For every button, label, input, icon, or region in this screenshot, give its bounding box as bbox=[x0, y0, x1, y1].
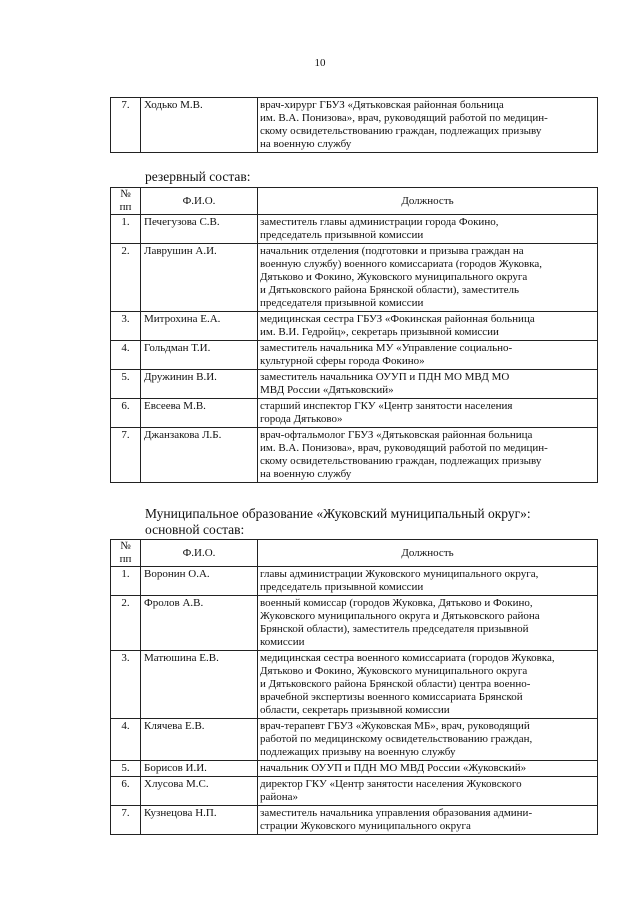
position-cell bbox=[258, 596, 598, 651]
position-line: им. В.А. Понизова», врач, руководящий работой по медицин- bbox=[260, 112, 548, 124]
header-fio: Ф.И.О. bbox=[141, 188, 258, 215]
row-number: 5. bbox=[111, 761, 141, 777]
position-line: им. В.И. Гедройц», секретарь призывной комиссии bbox=[260, 326, 499, 338]
person-name: Хлусова М.С. bbox=[141, 777, 258, 806]
header-num: № пп bbox=[111, 188, 141, 215]
position-line: города Дятьково» bbox=[260, 413, 343, 425]
row-number: 7. bbox=[111, 806, 141, 835]
position-line: председателя призывной комиссии bbox=[260, 297, 424, 309]
table-row bbox=[111, 98, 598, 153]
position-cell bbox=[258, 428, 598, 483]
position-line: начальник ОУУП и ПДН МО МВД России «Жуковский» bbox=[260, 762, 527, 774]
table-row bbox=[111, 596, 598, 651]
header-position: Должность bbox=[258, 188, 598, 215]
position-cell bbox=[258, 806, 598, 835]
person-name: Фролов А.В. bbox=[141, 596, 258, 651]
position-line: им. В.А. Понизова», врач, руководящий работой по медицин- bbox=[260, 442, 548, 454]
row-number: 1. bbox=[111, 567, 141, 596]
page-number: 10 bbox=[314, 57, 326, 69]
person-name: Ходько М.В. bbox=[141, 98, 258, 153]
row-number: 2. bbox=[111, 244, 141, 312]
table-row bbox=[111, 761, 598, 777]
position-line: Брянской области), заместитель председателя призывной bbox=[260, 623, 529, 635]
position-line: врачебной экспертизы военного комиссариата Брянской bbox=[260, 691, 523, 703]
person-name: Джанзакова Л.Б. bbox=[141, 428, 258, 483]
position-line: и Дятьковского района Брянской области) центра военно- bbox=[260, 678, 531, 690]
table-row bbox=[111, 215, 598, 244]
person-name: Евсеева М.В. bbox=[141, 399, 258, 428]
row-number: 1. bbox=[111, 215, 141, 244]
table-row bbox=[111, 370, 598, 399]
table-row bbox=[111, 651, 598, 719]
position-line: Жуковского муниципального округа и Дятьковского района bbox=[260, 610, 540, 622]
person-name: Клячева Е.В. bbox=[141, 719, 258, 761]
position-line: начальник отделения (подготовки и призыва граждан на bbox=[260, 245, 524, 257]
position-line: скому освидетельствованию граждан, подлежащих призыву bbox=[260, 125, 542, 137]
person-name: Кузнецова Н.П. bbox=[141, 806, 258, 835]
position-cell bbox=[258, 567, 598, 596]
position-cell bbox=[258, 761, 598, 777]
table-row bbox=[111, 719, 598, 761]
position-line: МВД России «Дятьковский» bbox=[260, 384, 394, 396]
person-name: Печегузова С.В. bbox=[141, 215, 258, 244]
position-line: врач-офтальмолог ГБУЗ «Дятьковская районная больница bbox=[260, 429, 533, 441]
table-row bbox=[111, 312, 598, 341]
position-cell bbox=[258, 244, 598, 312]
position-line: Дятьково и Фокино, Жуковского муниципального округа bbox=[260, 665, 528, 677]
position-line: врач-хирург ГБУЗ «Дятьковская районная больница bbox=[260, 99, 504, 111]
row-number: 6. bbox=[111, 399, 141, 428]
table-row bbox=[111, 341, 598, 370]
position-cell bbox=[258, 651, 598, 719]
table-header-row bbox=[111, 188, 598, 215]
row-number: 6. bbox=[111, 777, 141, 806]
row-number: 4. bbox=[111, 341, 141, 370]
person-name: Матюшина Е.В. bbox=[141, 651, 258, 719]
position-line: заместитель начальника управления образования админи- bbox=[260, 807, 533, 819]
position-line: Дятьково и Фокино, Жуковского муниципального округа bbox=[260, 271, 528, 283]
table-header-row bbox=[111, 540, 598, 567]
position-line: председатель призывной комиссии bbox=[260, 581, 424, 593]
position-cell bbox=[258, 777, 598, 806]
header-position: Должность bbox=[258, 540, 598, 567]
position-line: района» bbox=[260, 791, 299, 803]
position-line: медицинская сестра ГБУЗ «Фокинская районная больница bbox=[260, 313, 535, 325]
position-line: скому освидетельствованию граждан, подлежащих призыву bbox=[260, 455, 542, 467]
position-cell bbox=[258, 98, 598, 153]
row-number: 3. bbox=[111, 312, 141, 341]
person-name: Воронин О.А. bbox=[141, 567, 258, 596]
row-number: 4. bbox=[111, 719, 141, 761]
row-number: 3. bbox=[111, 651, 141, 719]
position-line: на военную службу bbox=[260, 468, 352, 480]
position-line: заместитель начальника МУ «Управление социально- bbox=[260, 342, 513, 354]
row-number: 5. bbox=[111, 370, 141, 399]
position-cell bbox=[258, 719, 598, 761]
position-cell bbox=[258, 341, 598, 370]
position-line: и Дятьковского района Брянской области), заместитель bbox=[260, 284, 519, 296]
table-row bbox=[111, 567, 598, 596]
position-line: военную службу) военного комиссариата (городов Жуковка, bbox=[260, 258, 543, 270]
position-line: старший инспектор ГКУ «Центр занятости населения bbox=[260, 400, 513, 412]
position-line: комиссии bbox=[260, 636, 305, 648]
position-line: заместитель начальника ОУУП и ПДН МО МВД МО bbox=[260, 371, 510, 383]
table-row bbox=[111, 428, 598, 483]
position-cell bbox=[258, 399, 598, 428]
top-table bbox=[110, 97, 598, 153]
position-line: заместитель главы администрации города Фокино, bbox=[260, 216, 499, 228]
position-line: подлежащих призыву на военную службу bbox=[260, 746, 456, 758]
position-line: председатель призывной комиссии bbox=[260, 229, 424, 241]
person-name: Митрохина Е.А. bbox=[141, 312, 258, 341]
position-cell bbox=[258, 215, 598, 244]
position-line: военный комиссар (городов Жуковка, Дятьково и Фокино, bbox=[260, 597, 533, 609]
position-line: медицинская сестра военного комиссариата (городов Жуковка, bbox=[260, 652, 555, 664]
header-num: № пп bbox=[111, 540, 141, 567]
position-line: врач-терапевт ГБУЗ «Жуковская МБ», врач, руководящий bbox=[260, 720, 530, 732]
table-row bbox=[111, 244, 598, 312]
table-row bbox=[111, 399, 598, 428]
person-name: Борисов И.И. bbox=[141, 761, 258, 777]
row-number: 7. bbox=[111, 98, 141, 153]
table-row bbox=[111, 777, 598, 806]
row-number: 2. bbox=[111, 596, 141, 651]
main-table bbox=[110, 539, 598, 835]
table-row bbox=[111, 806, 598, 835]
position-line: на военную службу bbox=[260, 138, 352, 150]
header-fio: Ф.И.О. bbox=[141, 540, 258, 567]
person-name: Лаврушин А.И. bbox=[141, 244, 258, 312]
reserve-table bbox=[110, 187, 598, 483]
position-line: культурной сферы города Фокино» bbox=[260, 355, 425, 367]
person-name: Дружинин В.И. bbox=[141, 370, 258, 399]
section2-heading-line1: Муниципальное образование «Жуковский муниципальный округ»: bbox=[145, 506, 531, 521]
section2-heading-line2: основной состав: bbox=[145, 522, 245, 537]
section1-heading: резервный состав: bbox=[145, 169, 251, 184]
position-line: области, секретарь призывной комиссии bbox=[260, 704, 450, 716]
position-line: работой по медицинскому освидетельствованию граждан, bbox=[260, 733, 533, 745]
position-line: директор ГКУ «Центр занятости населения Жуковского bbox=[260, 778, 522, 790]
position-cell bbox=[258, 370, 598, 399]
person-name: Гольдман Т.И. bbox=[141, 341, 258, 370]
row-number: 7. bbox=[111, 428, 141, 483]
position-cell bbox=[258, 312, 598, 341]
position-line: главы администрации Жуковского муниципального округа, bbox=[260, 568, 539, 580]
position-line: страции Жуковского муниципального округа bbox=[260, 820, 471, 832]
